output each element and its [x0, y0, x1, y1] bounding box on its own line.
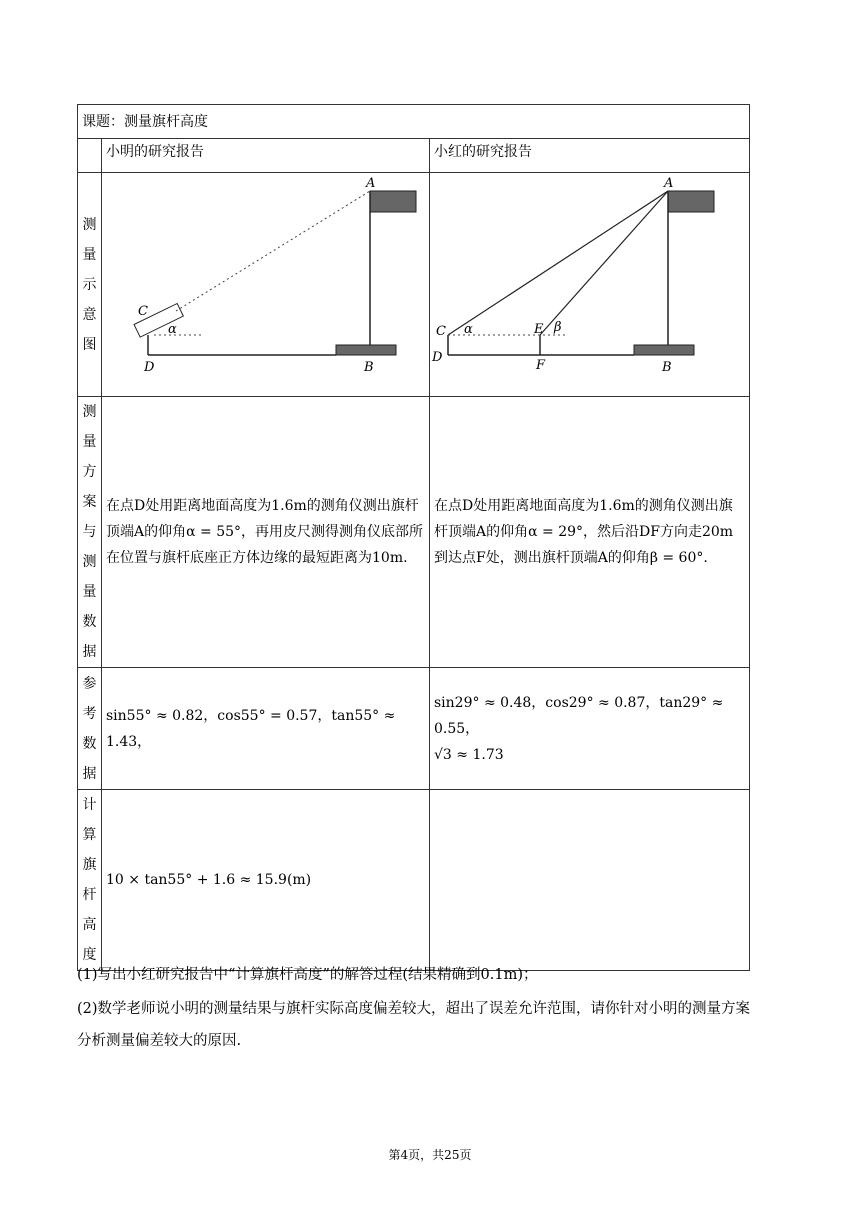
row-label-scheme: 测 量 方 案 与 测 量 数 据 — [78, 397, 102, 668]
point-f-label: F — [536, 358, 546, 373]
row-label-ref: 参 考 数 据 — [78, 668, 102, 790]
hong-diagram — [430, 173, 750, 387]
header-hong: 小红的研究报告 — [430, 139, 750, 173]
question-2-line2: 分析测量偏差较大的原因. — [77, 1033, 242, 1049]
point-c-label: C — [138, 304, 148, 319]
ming-calc: 10 × tan55° + 1.6 ≈ 15.9(m) — [102, 790, 430, 971]
ming-ref: sin55° ≈ 0.82，cos55° = 0.57，tan55° ≈ 1.43， — [102, 668, 430, 790]
header-ming: 小明的研究报告 — [102, 139, 430, 173]
point-b-label: B — [662, 360, 672, 375]
point-d-label: D — [432, 350, 443, 365]
question-1: (1)写出小红研究报告中“计算旗杆高度”的解答过程(结果精确到0.1m)； — [77, 967, 538, 983]
hong-scheme: 在点D处用距离地面高度为1.6m的测角仪测出旗杆顶端A的仰角α = 29°，然后沿DF方向走20m到达点F处，测出旗杆顶端A的仰角β = 60°. — [430, 397, 750, 668]
question-2-line1: (2)数学老师说小明的测量结果与旗杆实际高度偏差较大，超出了误差允许范围，请你针对小明的测量方案 — [77, 1001, 751, 1017]
ming-scheme: 在点D处用距离地面高度为1.6m的测角仪测出旗杆顶端A的仰角α = 55°，再用皮尺测得测角仪底部所在位置与旗杆底座正方体边缘的最短距离为10m. — [102, 397, 430, 668]
header-empty-cell — [78, 139, 102, 173]
hong-ref-line1: sin29° ≈ 0.48，cos29° ≈ 0.87，tan29° ≈ 0.55， — [434, 694, 724, 737]
hong-ref-line2: √3 ≈ 1.73 — [434, 746, 504, 763]
point-a-label: A — [664, 176, 674, 191]
page-footer: 第4页，共25页 — [388, 1148, 472, 1162]
report-table — [77, 104, 750, 971]
row-label-diagram: 测 量 示 意 图 — [78, 173, 102, 397]
hong-calc — [430, 790, 750, 971]
point-b-label: B — [364, 360, 374, 375]
table-title: 课题：测量旗杆高度 — [78, 105, 750, 139]
point-a-label: A — [366, 176, 376, 191]
ming-diagram-cell — [102, 173, 430, 397]
beta-label: β — [554, 320, 562, 335]
hong-ref — [430, 668, 750, 790]
ming-diagram — [102, 173, 430, 387]
point-d-label: D — [144, 360, 155, 375]
point-e-label: E — [534, 322, 544, 337]
alpha-label: α — [168, 322, 177, 337]
point-c-label: C — [436, 324, 446, 339]
alpha-label: α — [464, 322, 473, 337]
hong-diagram-cell — [430, 173, 750, 397]
row-label-calc: 计 算 旗 杆 高 度 — [78, 790, 102, 971]
